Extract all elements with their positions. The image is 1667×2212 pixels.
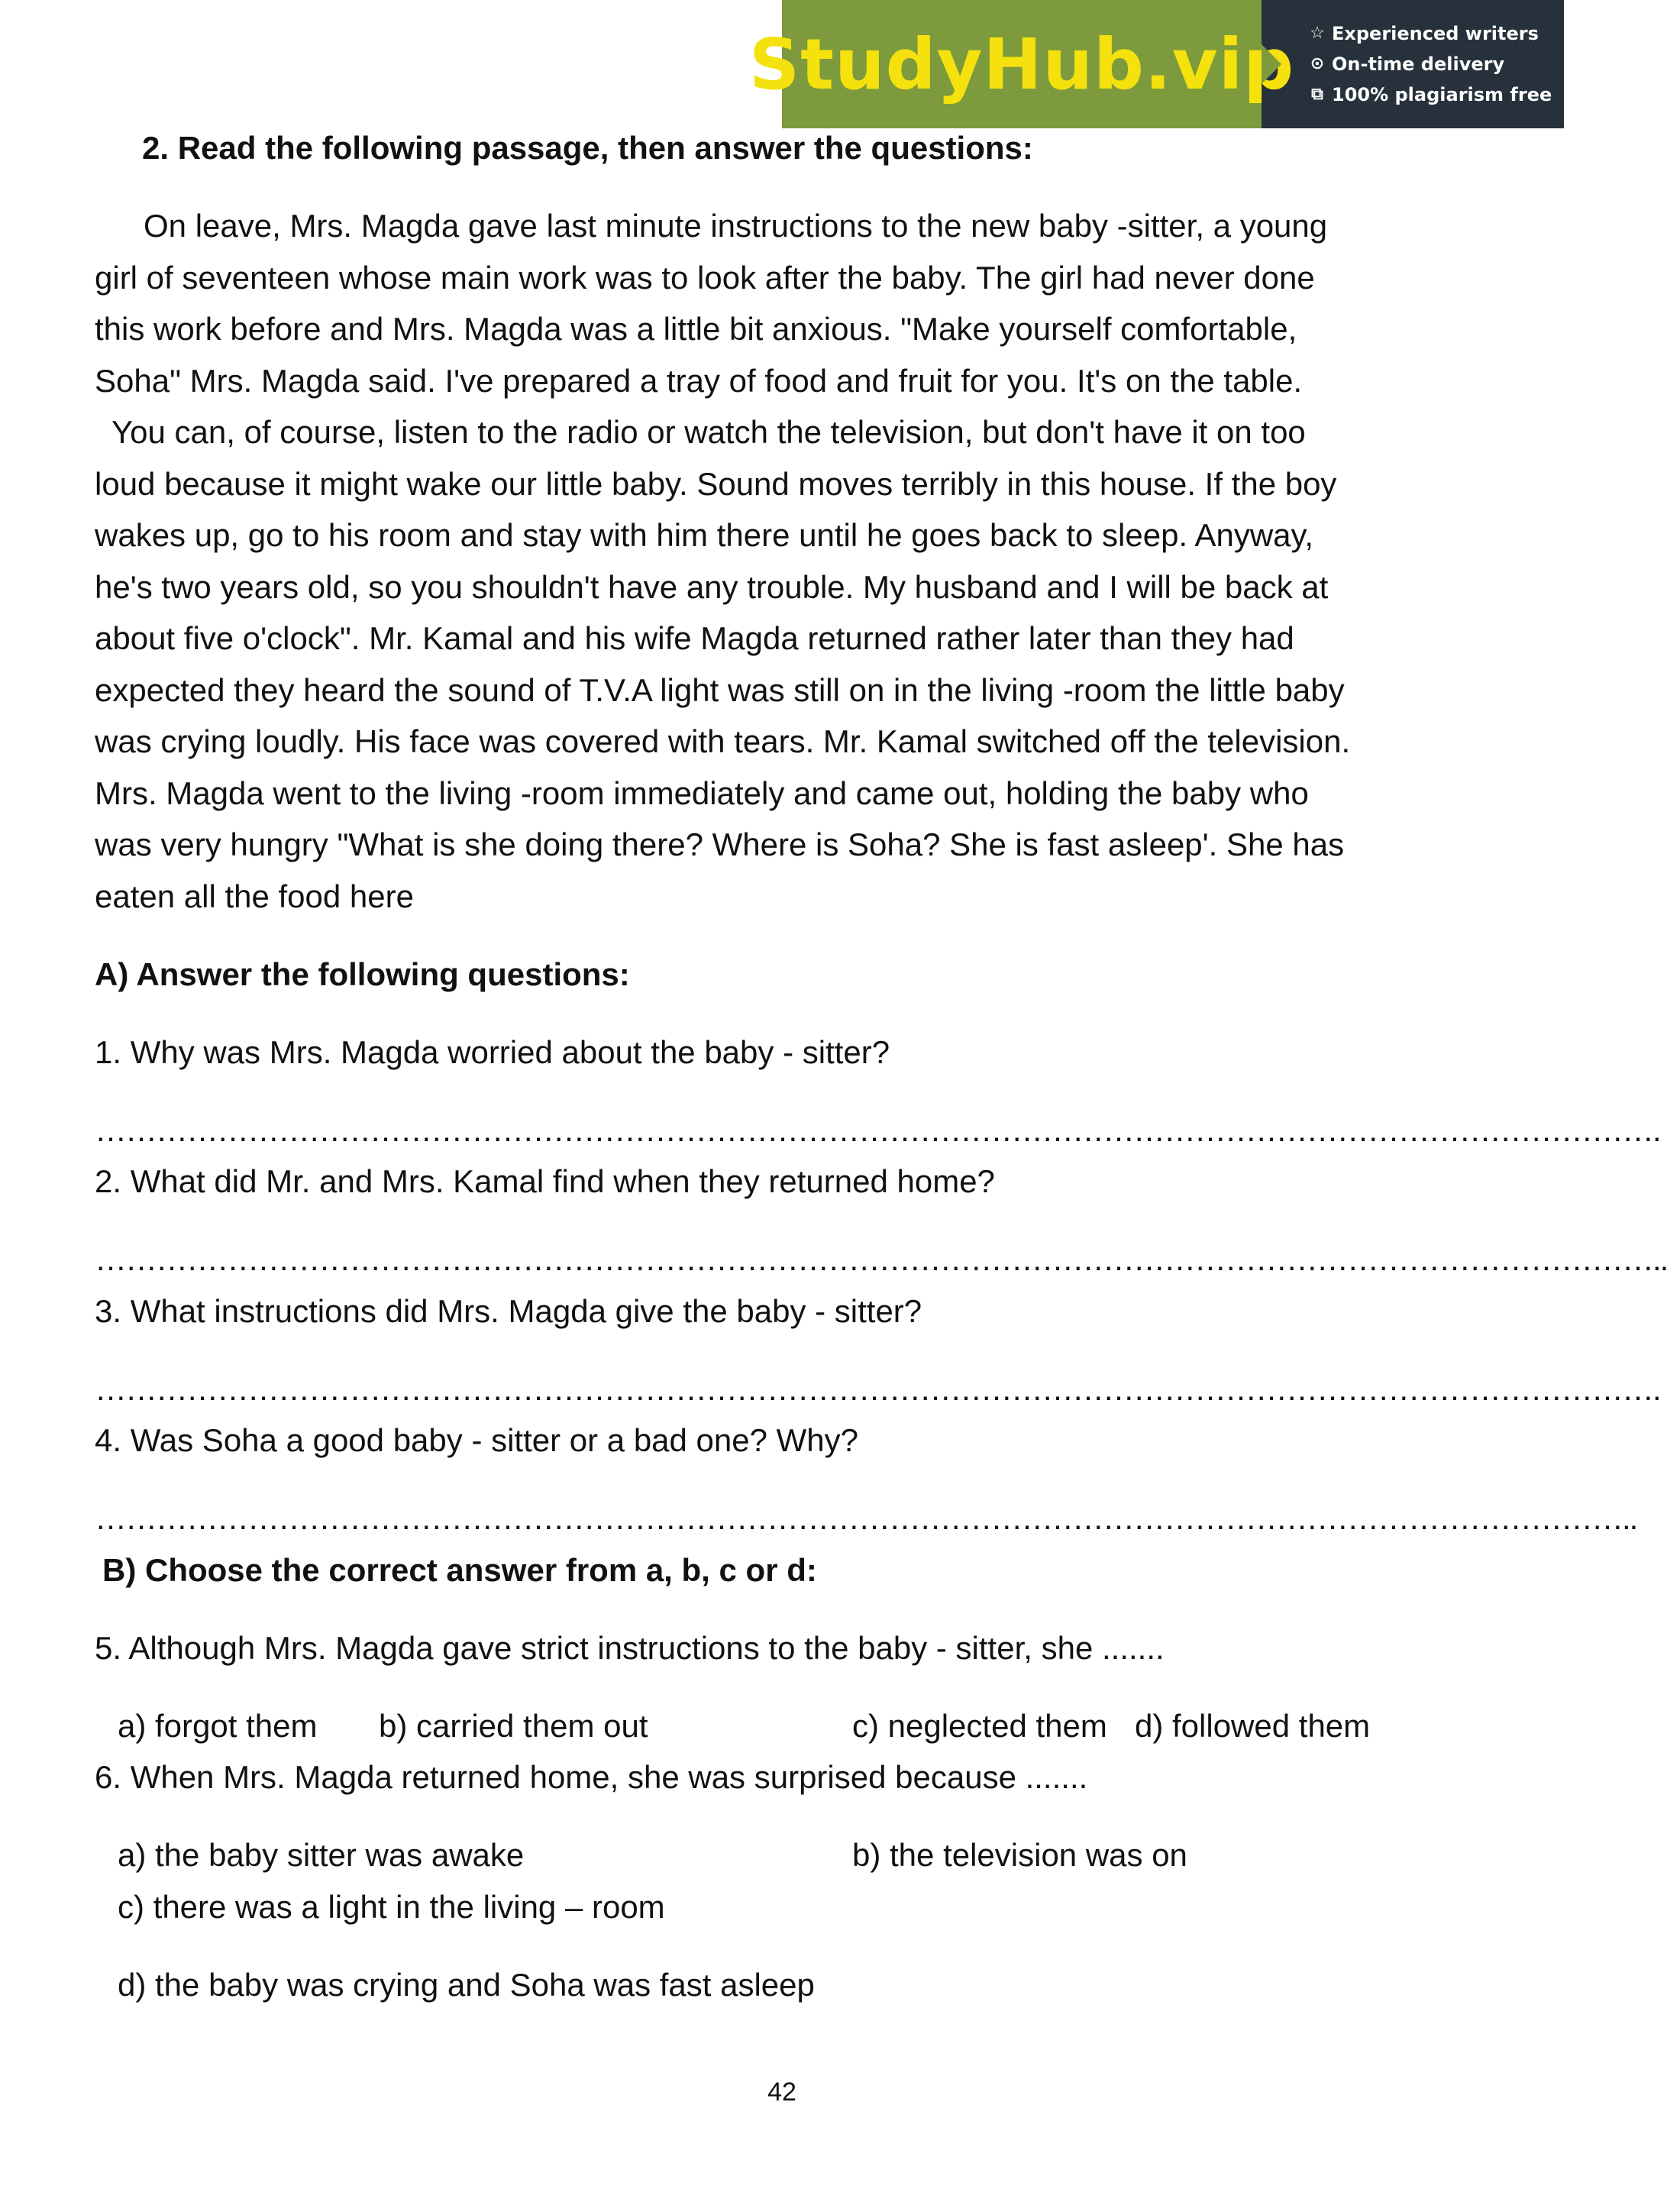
feature-label: On-time delivery — [1332, 53, 1505, 75]
banner-divider-arrow — [1262, 44, 1281, 84]
passage-line: girl of seventeen whose main work was to look after the baby. The girl had never done — [95, 260, 1315, 296]
section-heading: 2. Read the following passage, then answer the questions: — [142, 130, 1033, 166]
answer-line-3[interactable]: ………………………………………………………………………………………………………………………………………. — [95, 1371, 1660, 1407]
banner-features — [1262, 0, 1564, 128]
passage-line: this work before and Mrs. Magda was a little bit anxious. "Make yourself comfortable, — [95, 311, 1297, 347]
studyhub-banner[interactable] — [748, 0, 1564, 128]
option-6b[interactable]: b) the television was on — [852, 1837, 1187, 1873]
answer-line-4[interactable]: …………………………………………………………………………………………………………………………………….. — [95, 1500, 1637, 1536]
feature-plagiarism-free — [1307, 79, 1564, 110]
page-number: 42 — [767, 2078, 796, 2107]
logo-text: StudyHub.vip — [748, 23, 1295, 105]
option-5b[interactable]: b) carried them out — [379, 1708, 648, 1744]
answer-line-1[interactable]: ………………………………………………………………………………………………………………………………………. — [95, 1112, 1660, 1148]
passage-line: You can, of course, listen to the radio or watch the television, but don't have it on too — [111, 414, 1306, 450]
part-b-heading: B) Choose the correct answer from a, b, c or d: — [102, 1552, 817, 1588]
passage-line: was crying loudly. His face was covered with tears. Mr. Kamal switched off the television. — [95, 723, 1351, 759]
option-5c[interactable]: c) neglected them — [852, 1708, 1107, 1744]
option-6d[interactable]: d) the baby was crying and Soha was fast asleep — [118, 1967, 815, 2003]
passage-line: eaten all the food here — [95, 878, 414, 914]
passage-line: Mrs. Magda went to the living -room immediately and came out, holding the baby who — [95, 775, 1309, 811]
question-3: 3. What instructions did Mrs. Magda give the baby - sitter? — [95, 1293, 922, 1329]
feature-label: 100% plagiarism free — [1332, 84, 1552, 105]
passage-line: loud because it might wake our little baby. Sound moves terribly in this house. If the boy — [95, 466, 1337, 502]
answer-line-2[interactable]: ……………………………………………………………………………………………………………………………………….. — [95, 1241, 1667, 1277]
question-6: 6. When Mrs. Magda returned home, she was surprised because ....... — [95, 1759, 1088, 1795]
question-4: 4. Was Soha a good baby - sitter or a bad one? Why? — [95, 1422, 859, 1458]
option-6a[interactable]: a) the baby sitter was awake — [118, 1837, 525, 1873]
question-1: 1. Why was Mrs. Magda worried about the baby - sitter? — [95, 1034, 890, 1070]
question-2: 2. What did Mr. and Mrs. Kamal find when they returned home? — [95, 1163, 995, 1199]
passage-line: wakes up, go to his room and stay with him there until he goes back to sleep. Anyway, — [95, 517, 1314, 553]
option-5d[interactable]: d) followed them — [1135, 1708, 1371, 1744]
passage-line: expected they heard the sound of T.V.A light was still on in the living -room the little baby — [95, 672, 1345, 708]
copy-icon: ⧉ — [1311, 85, 1323, 104]
passage-line: about five o'clock". Mr. Kamal and his wife Magda returned rather later than they had — [95, 620, 1294, 656]
star-icon: ☆ — [1310, 24, 1325, 43]
feature-label: Experienced writers — [1332, 23, 1539, 44]
studyhub-logo[interactable] — [748, 0, 1295, 128]
passage-line: was very hungry "What is she doing there? Where is Soha? She is fast asleep'. She has — [95, 826, 1345, 862]
feature-on-time-delivery — [1307, 49, 1564, 79]
passage-line: On leave, Mrs. Magda gave last minute instructions to the new baby -sitter, a young — [144, 208, 1328, 244]
question-5: 5. Although Mrs. Magda gave strict instructions to the baby - sitter, she ....... — [95, 1630, 1165, 1666]
part-a-heading: A) Answer the following questions: — [95, 956, 630, 992]
option-5a[interactable]: a) forgot them — [118, 1708, 318, 1744]
passage-line: Soha" Mrs. Magda said. I've prepared a tray of food and fruit for you. It's on the table. — [95, 363, 1303, 399]
passage-line: he's two years old, so you shouldn't have any trouble. My husband and I will be back at — [95, 569, 1329, 605]
feature-experienced-writers — [1307, 18, 1564, 49]
option-6c[interactable]: c) there was a light in the living – room — [118, 1889, 665, 1925]
clock-icon: ⊙ — [1310, 54, 1325, 73]
